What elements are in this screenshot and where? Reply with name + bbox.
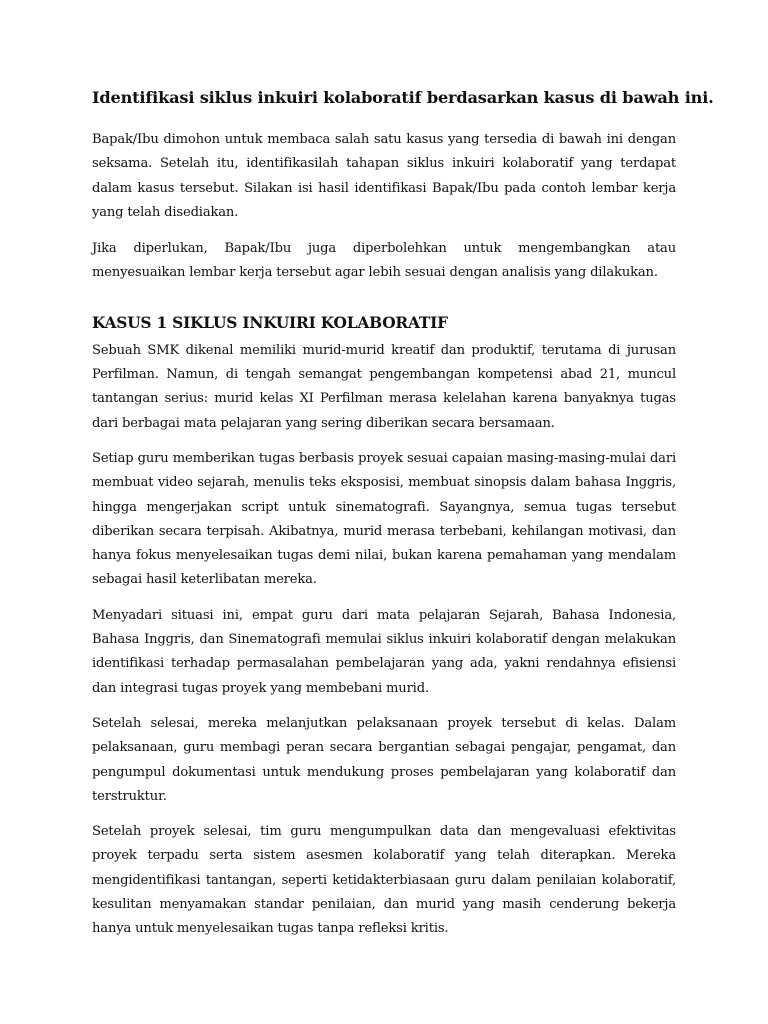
- case-heading: KASUS 1 SIKLUS INKUIRI KOLABORATIF: [92, 313, 448, 332]
- case-paragraph-4: Setelah selesai, mereka melanjutkan pelaksanaan proyek tersebut di kelas. Dalam pelaksanaan, guru membagi peran secara bergantian sebagai pengajar, pengamat, dan pengumpul dokumentasi untuk mendukung proses pembelajaran yang kolaboratif dan terstruktur.: [92, 715, 676, 804]
- document-page: [92, 86, 714, 953]
- case-paragraph-2: Setiap guru memberikan tugas berbasis proyek sesuai capaian masing-masing-mulai dari membuat video sejarah, menulis teks eksposisi, membuat sinopsis dalam bahasa Inggris, hingga mengerjakan script untuk sinematografi. Sayangnya, semua tugas tersebut diberikan secara terpisah. Akibatnya, murid merasa terbebani, kehilangan motivasi, dan hanya fokus menyelesaikan tugas demi nilai, bukan karena pemahaman yang mendalam sebagai hasil keterlibatan mereka.: [92, 450, 676, 588]
- case-paragraph-3: Menyadari situasi ini, empat guru dari mata pelajaran Sejarah, Bahasa Indonesia, Bahasa Inggris, dan Sinematografi memulai siklus inkuiri kolaboratif dengan melakukan identifikasi terhadap permasalahan pembelajaran yang ada, yakni rendahnya efisiensi dan integrasi tugas proyek yang membebani murid.: [92, 607, 676, 696]
- case-paragraph-1: Sebuah SMK dikenal memiliki murid-murid kreatif dan produktif, terutama di jurusan Perfilman. Namun, di tengah semangat pengembangan kompetensi abad 21, muncul tantangan serius: murid kelas XI Perfilman merasa kelelahan karena banyaknya tugas dari berbagai mata pelajaran yang sering diberikan secara bersamaan.: [92, 342, 676, 431]
- case-paragraph-5: Setelah proyek selesai, tim guru mengumpulkan data dan mengevaluasi efektivitas proyek terpadu serta sistem asesmen kolaboratif yang telah diterapkan. Mereka mengidentifikasi tantangan, seperti ketidakterbiasaan guru dalam penilaian kolaboratif, kesulitan menyamakan standar penilaian, dan murid yang masih cenderung bekerja hanya untuk menyelesaikan tugas tanpa refleksi kritis.: [92, 824, 676, 937]
- document-title: Identifikasi siklus inkuiri kolaboratif berdasarkan kasus di bawah ini.: [92, 88, 714, 107]
- intro-paragraph-2: Jika diperlukan, Bapak/Ibu juga diperbolehkan untuk mengembangkan atau menyesuaikan lembar kerja tersebut agar lebih sesuai dengan analisis yang dilakukan.: [92, 241, 676, 281]
- intro-paragraph-1: Bapak/Ibu dimohon untuk membaca salah satu kasus yang tersedia di bawah ini dengan seksama. Setelah itu, identifikasilah tahapan siklus inkuiri kolaboratif yang terdapat dalam kasus tersebut. Silakan isi hasil identifikasi Bapak/Ibu pada contoh lembar kerja yang telah disediakan.: [92, 132, 676, 220]
